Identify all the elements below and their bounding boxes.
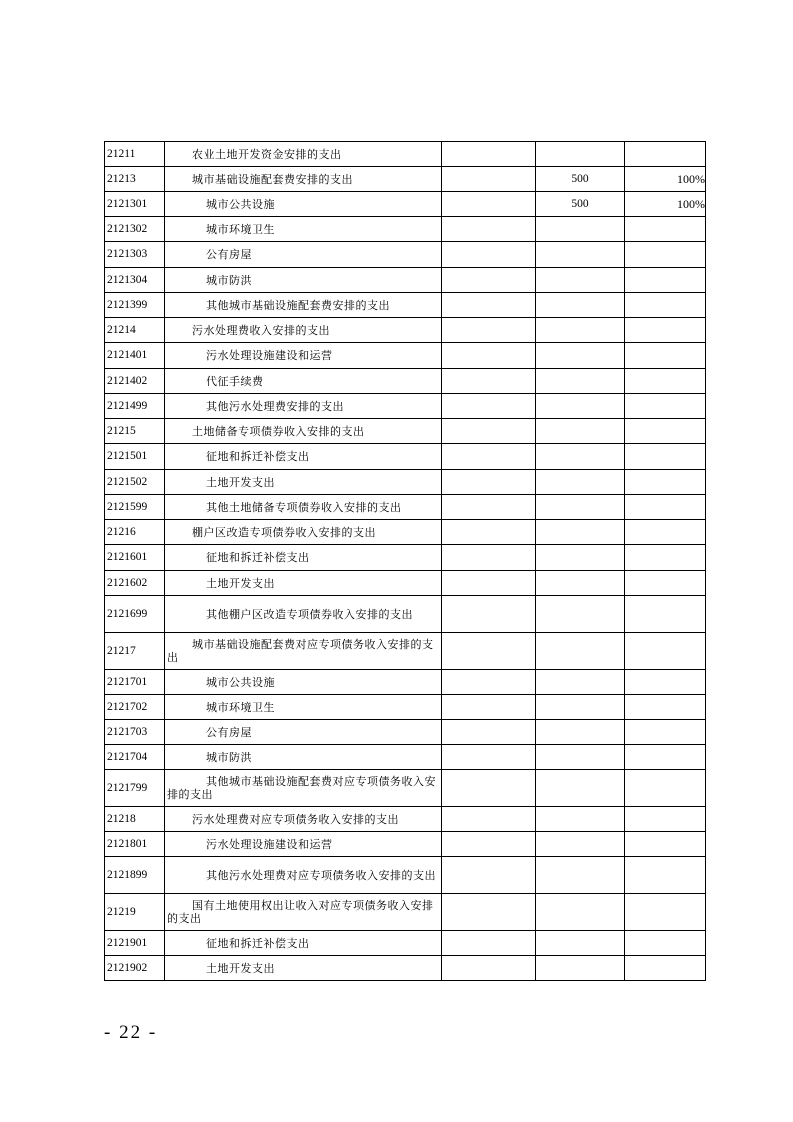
table-row bbox=[105, 394, 706, 419]
budget-cell bbox=[442, 633, 536, 670]
budget-cell bbox=[442, 770, 536, 807]
table-row bbox=[105, 670, 706, 695]
item-name-cell: 城市防洪 bbox=[165, 745, 442, 770]
item-code-cell: 2121401 bbox=[105, 343, 165, 369]
percentage-cell bbox=[625, 545, 706, 571]
table-row bbox=[105, 167, 706, 192]
amount-cell bbox=[536, 571, 625, 596]
amount-cell bbox=[536, 520, 625, 545]
item-code-cell: 2121902 bbox=[105, 956, 165, 981]
budget-cell bbox=[442, 318, 536, 343]
amount-cell bbox=[536, 419, 625, 444]
percentage-cell bbox=[625, 596, 706, 633]
item-name-cell: 城市防洪 bbox=[165, 268, 442, 293]
table-row bbox=[105, 293, 706, 318]
table-row bbox=[105, 931, 706, 956]
item-code-cell: 2121399 bbox=[105, 293, 165, 318]
item-name-cell: 代征手续费 bbox=[165, 369, 442, 394]
table-row bbox=[105, 520, 706, 545]
amount-cell bbox=[536, 318, 625, 343]
percentage-cell bbox=[625, 318, 706, 343]
item-name-cell: 污水处理设施建设和运营 bbox=[165, 343, 442, 369]
amount-cell bbox=[536, 720, 625, 745]
table-row bbox=[105, 444, 706, 470]
table-row bbox=[105, 142, 706, 167]
item-code-cell: 2121704 bbox=[105, 745, 165, 770]
percentage-cell: 100% bbox=[625, 192, 706, 217]
budget-cell bbox=[442, 832, 536, 857]
item-code-cell: 2121501 bbox=[105, 444, 165, 470]
budget-cell bbox=[442, 745, 536, 770]
table-row bbox=[105, 470, 706, 495]
item-name-cell: 征地和拆迁补偿支出 bbox=[165, 444, 442, 470]
budget-cell bbox=[442, 444, 536, 470]
table-row bbox=[105, 857, 706, 894]
budget-cell bbox=[442, 807, 536, 832]
table-row bbox=[105, 832, 706, 857]
item-code-cell: 2121801 bbox=[105, 832, 165, 857]
item-code-cell: 21213 bbox=[105, 167, 165, 192]
budget-cell bbox=[442, 369, 536, 394]
percentage-cell bbox=[625, 268, 706, 293]
item-name-cell: 污水处理费对应专项债务收入安排的支出 bbox=[165, 807, 442, 832]
table-row bbox=[105, 633, 706, 670]
item-name-cell: 其他城市基础设施配套费安排的支出 bbox=[165, 293, 442, 318]
amount-cell bbox=[536, 745, 625, 770]
item-name-cell: 城市环境卫生 bbox=[165, 217, 442, 242]
budget-cell bbox=[442, 695, 536, 720]
amount-cell: 500 bbox=[536, 192, 625, 217]
amount-cell bbox=[536, 545, 625, 571]
table-row bbox=[105, 318, 706, 343]
budget-cell bbox=[442, 520, 536, 545]
budget-cell bbox=[442, 192, 536, 217]
item-name-cell: 城市公共设施 bbox=[165, 670, 442, 695]
item-code-cell: 2121901 bbox=[105, 931, 165, 956]
table-row bbox=[105, 720, 706, 745]
item-code-cell: 2121303 bbox=[105, 242, 165, 268]
table-row bbox=[105, 268, 706, 293]
item-code-cell: 2121601 bbox=[105, 545, 165, 571]
table-row bbox=[105, 807, 706, 832]
item-name-cell: 其他污水处理费安排的支出 bbox=[165, 394, 442, 419]
percentage-cell bbox=[625, 520, 706, 545]
budget-cell bbox=[442, 142, 536, 167]
percentage-cell bbox=[625, 369, 706, 394]
item-name-cell: 其他污水处理费对应专项债务收入安排的支出 bbox=[165, 857, 442, 894]
amount-cell bbox=[536, 343, 625, 369]
amount-cell bbox=[536, 495, 625, 520]
item-name-cell: 其他棚户区改造专项债券收入安排的支出 bbox=[165, 596, 442, 633]
amount-cell bbox=[536, 142, 625, 167]
item-code-cell: 2121699 bbox=[105, 596, 165, 633]
item-name-cell: 公有房屋 bbox=[165, 720, 442, 745]
percentage-cell bbox=[625, 217, 706, 242]
item-code-cell: 21214 bbox=[105, 318, 165, 343]
table-body bbox=[105, 142, 706, 981]
budget-cell bbox=[442, 217, 536, 242]
budget-cell bbox=[442, 394, 536, 419]
item-code-cell: 2121304 bbox=[105, 268, 165, 293]
table-row bbox=[105, 192, 706, 217]
item-code-cell: 2121799 bbox=[105, 770, 165, 807]
percentage-cell bbox=[625, 419, 706, 444]
item-code-cell: 2121702 bbox=[105, 695, 165, 720]
budget-cell bbox=[442, 857, 536, 894]
item-name-cell: 其他土地储备专项债券收入安排的支出 bbox=[165, 495, 442, 520]
percentage-cell bbox=[625, 242, 706, 268]
amount-cell bbox=[536, 268, 625, 293]
item-name-cell: 污水处理设施建设和运营 bbox=[165, 832, 442, 857]
item-name-cell: 土地储备专项债券收入安排的支出 bbox=[165, 419, 442, 444]
percentage-cell bbox=[625, 807, 706, 832]
table-row bbox=[105, 369, 706, 394]
percentage-cell bbox=[625, 394, 706, 419]
budget-expenditure-table bbox=[104, 141, 706, 981]
item-code-cell: 21217 bbox=[105, 633, 165, 670]
amount-cell bbox=[536, 695, 625, 720]
budget-cell bbox=[442, 495, 536, 520]
item-code-cell: 2121602 bbox=[105, 571, 165, 596]
percentage-cell bbox=[625, 633, 706, 670]
amount-cell bbox=[536, 444, 625, 470]
item-name-cell: 棚户区改造专项债券收入安排的支出 bbox=[165, 520, 442, 545]
percentage-cell bbox=[625, 571, 706, 596]
item-code-cell: 21215 bbox=[105, 419, 165, 444]
item-code-cell: 2121302 bbox=[105, 217, 165, 242]
amount-cell bbox=[536, 217, 625, 242]
item-code-cell: 2121301 bbox=[105, 192, 165, 217]
table-row bbox=[105, 770, 706, 807]
percentage-cell bbox=[625, 931, 706, 956]
item-name-cell: 其他城市基础设施配套费对应专项债务收入安排的支出 bbox=[165, 770, 442, 807]
budget-cell bbox=[442, 596, 536, 633]
percentage-cell bbox=[625, 832, 706, 857]
budget-cell bbox=[442, 419, 536, 444]
percentage-cell bbox=[625, 142, 706, 167]
percentage-cell bbox=[625, 720, 706, 745]
budget-cell bbox=[442, 571, 536, 596]
item-name-cell: 土地开发支出 bbox=[165, 571, 442, 596]
percentage-cell bbox=[625, 343, 706, 369]
item-name-cell: 土地开发支出 bbox=[165, 956, 442, 981]
budget-cell bbox=[442, 268, 536, 293]
percentage-cell bbox=[625, 293, 706, 318]
item-name-cell: 征地和拆迁补偿支出 bbox=[165, 931, 442, 956]
percentage-cell bbox=[625, 745, 706, 770]
table-row bbox=[105, 745, 706, 770]
item-name-cell: 征地和拆迁补偿支出 bbox=[165, 545, 442, 571]
item-code-cell: 21216 bbox=[105, 520, 165, 545]
item-name-cell: 城市基础设施配套费安排的支出 bbox=[165, 167, 442, 192]
percentage-cell bbox=[625, 444, 706, 470]
percentage-cell bbox=[625, 670, 706, 695]
amount-cell bbox=[536, 956, 625, 981]
item-name-cell: 城市公共设施 bbox=[165, 192, 442, 217]
budget-cell bbox=[442, 293, 536, 318]
budget-cell bbox=[442, 242, 536, 268]
item-name-cell: 污水处理费收入安排的支出 bbox=[165, 318, 442, 343]
item-code-cell: 2121402 bbox=[105, 369, 165, 394]
amount-cell bbox=[536, 670, 625, 695]
item-code-cell: 21211 bbox=[105, 142, 165, 167]
table-row bbox=[105, 894, 706, 931]
item-code-cell: 2121599 bbox=[105, 495, 165, 520]
table-row bbox=[105, 571, 706, 596]
budget-cell bbox=[442, 470, 536, 495]
budget-cell bbox=[442, 670, 536, 695]
page-number: - 22 - bbox=[104, 1022, 158, 1043]
amount-cell bbox=[536, 807, 625, 832]
table-row bbox=[105, 596, 706, 633]
amount-cell bbox=[536, 931, 625, 956]
item-code-cell: 2121701 bbox=[105, 670, 165, 695]
percentage-cell bbox=[625, 495, 706, 520]
amount-cell bbox=[536, 770, 625, 807]
amount-cell bbox=[536, 596, 625, 633]
budget-cell bbox=[442, 931, 536, 956]
item-code-cell: 2121703 bbox=[105, 720, 165, 745]
amount-cell bbox=[536, 633, 625, 670]
percentage-cell bbox=[625, 857, 706, 894]
table-row bbox=[105, 495, 706, 520]
amount-cell bbox=[536, 394, 625, 419]
item-name-cell: 城市环境卫生 bbox=[165, 695, 442, 720]
item-code-cell: 21219 bbox=[105, 894, 165, 931]
item-name-cell: 公有房屋 bbox=[165, 242, 442, 268]
table-row bbox=[105, 419, 706, 444]
percentage-cell bbox=[625, 770, 706, 807]
amount-cell bbox=[536, 470, 625, 495]
percentage-cell bbox=[625, 894, 706, 931]
item-name-cell: 国有土地使用权出让收入对应专项债务收入安排的支出 bbox=[165, 894, 442, 931]
percentage-cell: 100% bbox=[625, 167, 706, 192]
amount-cell bbox=[536, 369, 625, 394]
amount-cell bbox=[536, 242, 625, 268]
budget-cell bbox=[442, 956, 536, 981]
budget-cell bbox=[442, 894, 536, 931]
amount-cell: 500 bbox=[536, 167, 625, 192]
percentage-cell bbox=[625, 956, 706, 981]
table-row bbox=[105, 343, 706, 369]
item-code-cell: 2121499 bbox=[105, 394, 165, 419]
percentage-cell bbox=[625, 470, 706, 495]
table-row bbox=[105, 956, 706, 981]
percentage-cell bbox=[625, 695, 706, 720]
table-row bbox=[105, 545, 706, 571]
table-row bbox=[105, 242, 706, 268]
amount-cell bbox=[536, 894, 625, 931]
table-row bbox=[105, 217, 706, 242]
amount-cell bbox=[536, 832, 625, 857]
item-code-cell: 2121899 bbox=[105, 857, 165, 894]
item-name-cell: 土地开发支出 bbox=[165, 470, 442, 495]
budget-cell bbox=[442, 343, 536, 369]
table-row bbox=[105, 695, 706, 720]
item-name-cell: 城市基础设施配套费对应专项债务收入安排的支出 bbox=[165, 633, 442, 670]
budget-cell bbox=[442, 167, 536, 192]
amount-cell bbox=[536, 857, 625, 894]
budget-cell bbox=[442, 720, 536, 745]
budget-cell bbox=[442, 545, 536, 571]
item-code-cell: 21218 bbox=[105, 807, 165, 832]
amount-cell bbox=[536, 293, 625, 318]
item-code-cell: 2121502 bbox=[105, 470, 165, 495]
item-name-cell: 农业土地开发资金安排的支出 bbox=[165, 142, 442, 167]
